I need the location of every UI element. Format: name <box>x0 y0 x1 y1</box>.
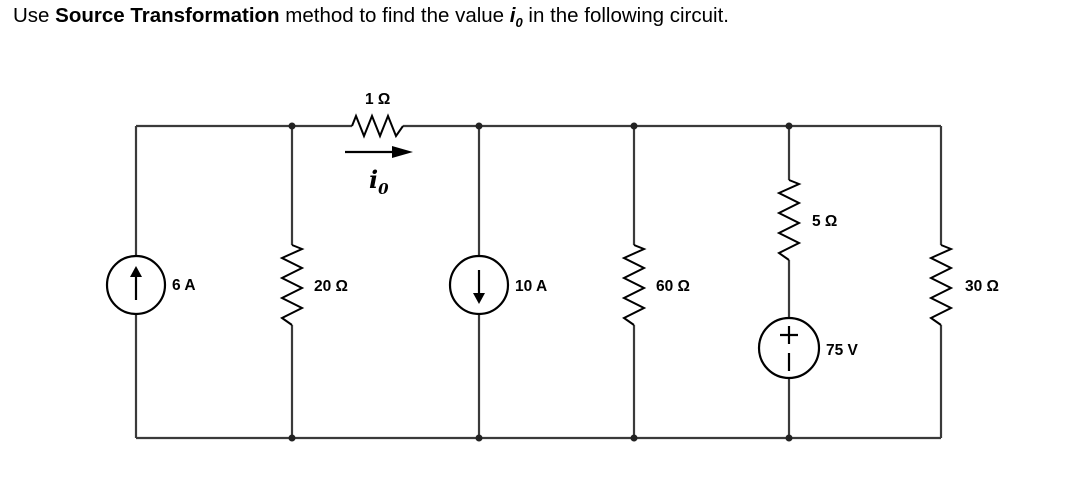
prompt-variable-main: i <box>509 4 516 27</box>
prompt-method: Source Transformation <box>55 4 280 27</box>
resistor-60-ohm <box>624 245 644 325</box>
label-io-main: i <box>369 165 379 194</box>
label-60-ohm: 60 Ω <box>656 278 690 295</box>
label-10a: 10 A <box>515 278 548 295</box>
label-io <box>369 165 389 198</box>
label-1-ohm: 1 Ω <box>365 91 391 108</box>
junction-dot <box>631 435 638 442</box>
junction-dot <box>476 435 483 442</box>
resistor-20-ohm <box>282 245 302 325</box>
current-source-10a <box>450 256 508 314</box>
current-source-6a <box>107 256 165 314</box>
label-75v: 75 V <box>826 342 858 359</box>
junction-dot <box>631 123 638 130</box>
junction-dot <box>289 123 296 130</box>
prompt-variable-sub: 0 <box>515 15 523 31</box>
resistor-1-ohm <box>352 116 403 136</box>
current-arrow-icon <box>392 146 413 158</box>
label-30-ohm: 30 Ω <box>965 278 999 295</box>
prompt-suffix: in the following circuit. <box>522 4 729 27</box>
prompt-prefix: Use <box>13 4 56 27</box>
resistor-30-ohm <box>931 245 951 325</box>
junction-dot <box>289 435 296 442</box>
junction-dot <box>476 123 483 130</box>
prompt-middle: method to find the value <box>279 4 510 27</box>
voltage-source-75v <box>759 318 819 378</box>
label-5-ohm: 5 Ω <box>812 213 838 230</box>
resistor-5-ohm <box>779 180 799 260</box>
label-6a: 6 A <box>172 277 196 294</box>
junction-dot <box>786 435 793 442</box>
label-20-ohm: 20 Ω <box>314 278 348 295</box>
junction-dot <box>786 123 793 130</box>
label-io-sub: 0 <box>378 180 389 198</box>
